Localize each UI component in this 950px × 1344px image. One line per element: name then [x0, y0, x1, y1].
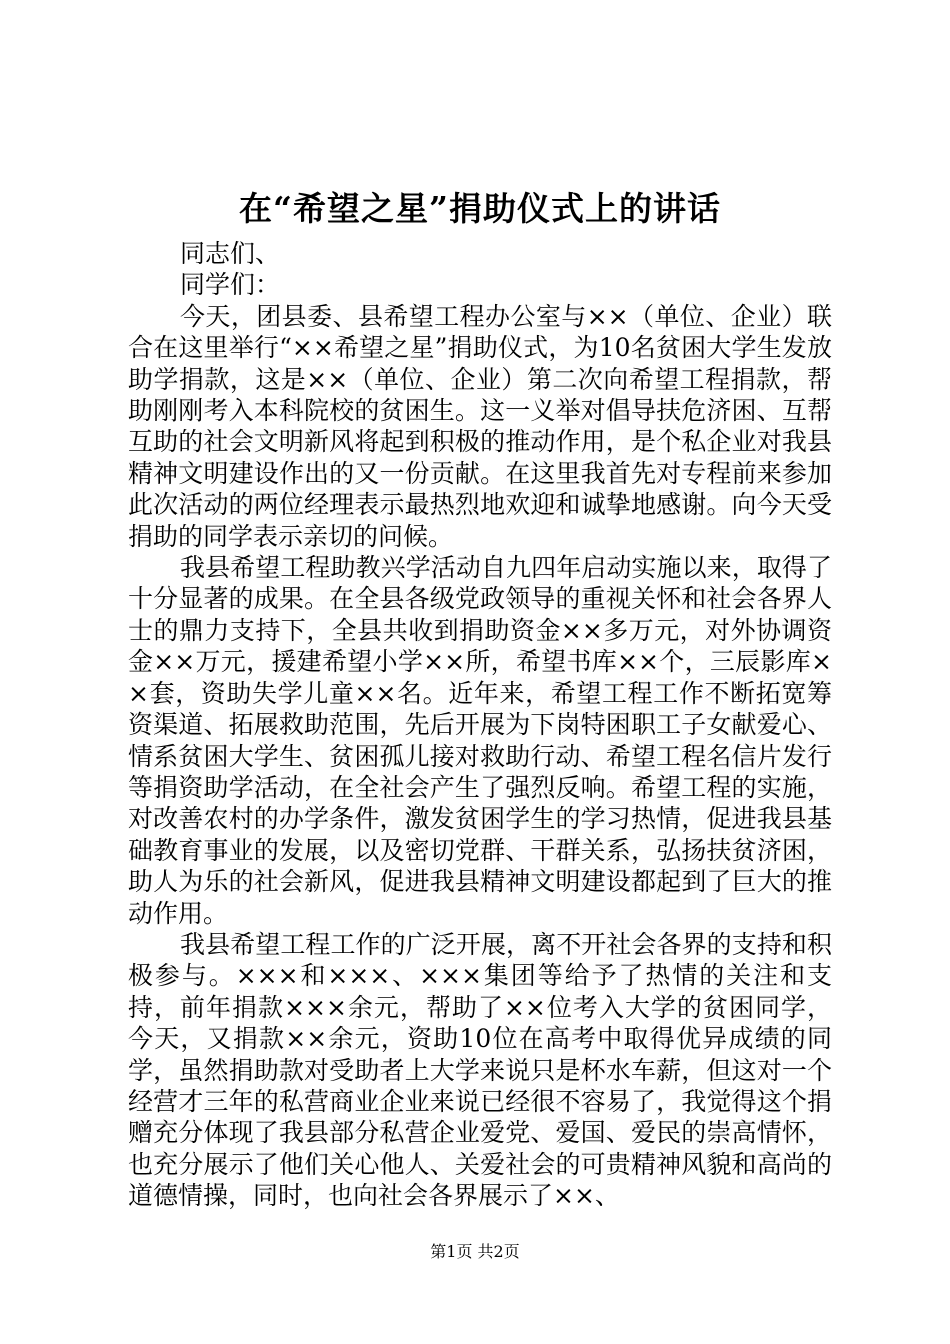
salutation-students: 同学们：	[180, 270, 281, 300]
page-footer: 第1页 共2页	[430, 1242, 520, 1261]
document-page	[128, 180, 832, 1212]
paragraph-support: 我县希望工程工作的广泛开展，离不开社会各界的支持和积极参与。×××和×××、×××集团等给予了热情的关注和支持，前年捐款×××余元，帮助了××位考入大学的贫困同学，今天，又捐款××余元，资助10位在高考中取得优异成绩的同学，虽然捐助款对受助者上大学来说只是杯水车薪，但这对一个经营才三年的私营商业企业来说已经很不容易了，我觉得这个捐赠充分体现了我县部分私营企业爱党、爱国、爱民的崇高情怀，也充分展示了他们关心他人、关爱社会的可贵精神风貌和高尚的道德情操，同时，也向社会各界展示了××、	[128, 929, 832, 1211]
salutation-comrades: 同志们、	[180, 239, 281, 268]
paragraph-ceremony: 今天，团县委、县希望工程办公室与××（单位、企业）联合在这里举行“××希望之星”捐助仪式，为10名贫困大学生发放助学捐款，这是××（单位、企业）第二次向希望工程捐款，帮助刚刚考入本科院校的贫困生。这一义举对倡导扶危济困、互帮互助的社会文明新风将起到积极的推动作用，是个私企业对我县精神文明建设作出的又一份贡献。在这里我首先对专程前来参加此次活动的两位经理表示最热烈地欢迎和诚挚地感谢。向今天受捐助的同学表示亲切的问候。	[128, 301, 832, 551]
paragraph-achievements: 我县希望工程助教兴学活动自九四年启动实施以来，取得了十分显著的成果。在全县各级党政领导的重视关怀和社会各界人士的鼎力支持下，全县共收到捐助资金××多万元，对外协调资金××万元，援建希望小学××所，希望书库××个，三辰影库××套，资助失学儿童××名。近年来，希望工程工作不断拓宽筹资渠道、拓展救助范围，先后开展为下岗特困职工子女献爱心、情系贫困大学生、贫困孤儿接对救助行动、希望工程名信片发行等捐资助学活动，在全社会产生了强烈反响。希望工程的实施，对改善农村的办学条件，激发贫困学生的学习热情，促进我县基础教育事业的发展，以及密切党群、干群关系，弘扬扶贫济困，助人为乐的社会新风，促进我县精神文明建设都起到了巨大的推动作用。	[128, 553, 832, 928]
document-title: 在“希望之星”捐助仪式上的讲话	[239, 189, 721, 228]
